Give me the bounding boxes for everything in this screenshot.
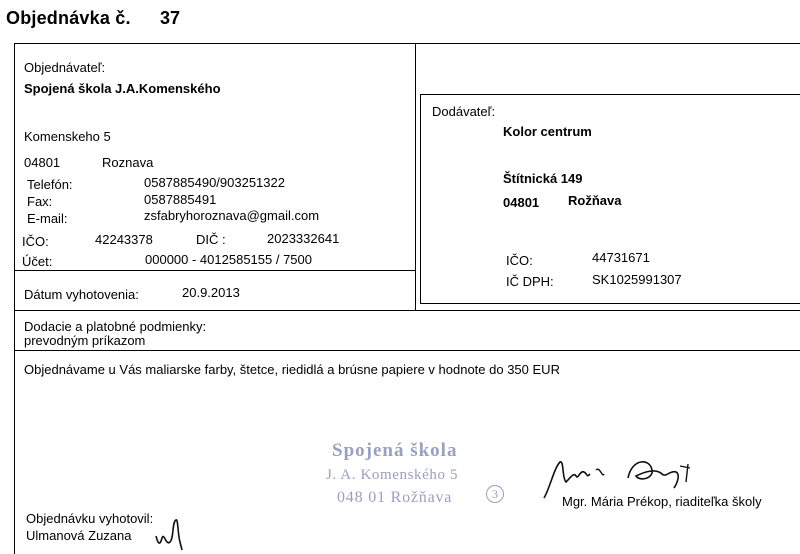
buyer-fax-label: Fax: xyxy=(27,194,53,209)
stamp-number xyxy=(486,485,504,503)
supplier-icdph: SK1025991307 xyxy=(592,272,682,287)
buyer-ico-label: IČO: xyxy=(22,234,49,249)
supplier-box-bottom xyxy=(420,303,800,304)
frame-top xyxy=(14,43,800,44)
terms-value: prevodným príkazom xyxy=(24,333,146,348)
buyer-email: zsfabryhoroznava@gmail.com xyxy=(144,208,320,223)
buyer-street: Komenskeho 5 xyxy=(24,129,111,144)
supplier-icdph-label: IČ DPH: xyxy=(506,274,554,289)
supplier-ico-label: IČO: xyxy=(506,253,533,268)
buyer-label: Objednávateľ: xyxy=(24,60,106,75)
divider-terms-top xyxy=(14,310,800,311)
divider-date-top xyxy=(14,270,416,271)
buyer-account: 000000 - 4012585155 / 7500 xyxy=(145,252,312,267)
approver-name: Mgr. Mária Prékop, riaditeľka školy xyxy=(562,494,762,509)
buyer-ico: 42243378 xyxy=(95,232,153,247)
stamp-line2: J. A. Komenského 5 xyxy=(326,467,459,483)
supplier-box-top xyxy=(420,94,800,95)
buyer-city: Roznava xyxy=(102,155,154,170)
preparer-signature xyxy=(152,516,192,552)
supplier-zip: 04801 xyxy=(503,195,540,210)
buyer-phone-label: Telefón: xyxy=(27,177,73,192)
date-value: 20.9.2013 xyxy=(182,285,240,300)
supplier-box-left xyxy=(420,94,421,304)
stamp-number-text: 3 xyxy=(492,487,498,501)
buyer-fax: 0587885491 xyxy=(144,192,217,207)
date-label: Dátum vyhotovenia: xyxy=(24,287,139,302)
stamp-line1: Spojená škola xyxy=(332,440,458,461)
order-number: 37 xyxy=(160,8,181,28)
buyer-dic: 2023332641 xyxy=(267,231,340,246)
stamp-line3: 048 01 Rožňava xyxy=(337,489,453,506)
supplier-city: Rožňava xyxy=(568,193,622,208)
divider-body-top xyxy=(14,350,800,351)
order-title: Objednávka č. xyxy=(6,8,131,28)
supplier-label: Dodávateľ: xyxy=(432,104,496,119)
buyer-zip: 04801 xyxy=(24,155,61,170)
supplier-ico: 44731671 xyxy=(592,250,650,265)
prepared-label: Objednávku vyhotovil: xyxy=(26,511,154,526)
frame-left xyxy=(14,43,15,554)
prepared-name: Ulmanová Zuzana xyxy=(26,528,132,543)
supplier-name: Kolor centrum xyxy=(503,124,592,139)
buyer-phone: 0587885490/903251322 xyxy=(144,175,285,190)
buyer-email-label: E-mail: xyxy=(27,211,68,226)
buyer-name: Spojená škola J.A.Komenského xyxy=(24,81,221,96)
buyer-dic-label: DIČ : xyxy=(196,232,226,247)
terms-label: Dodacie a platobné podmienky: xyxy=(24,319,207,334)
buyer-account-label: Účet: xyxy=(22,254,53,269)
order-body-text: Objednávame u Vás maliarske farby, štetce, riedidlá a brúsne papiere v hodnote do 350 EUR xyxy=(24,362,560,377)
supplier-street: Štítnická 149 xyxy=(503,171,583,186)
